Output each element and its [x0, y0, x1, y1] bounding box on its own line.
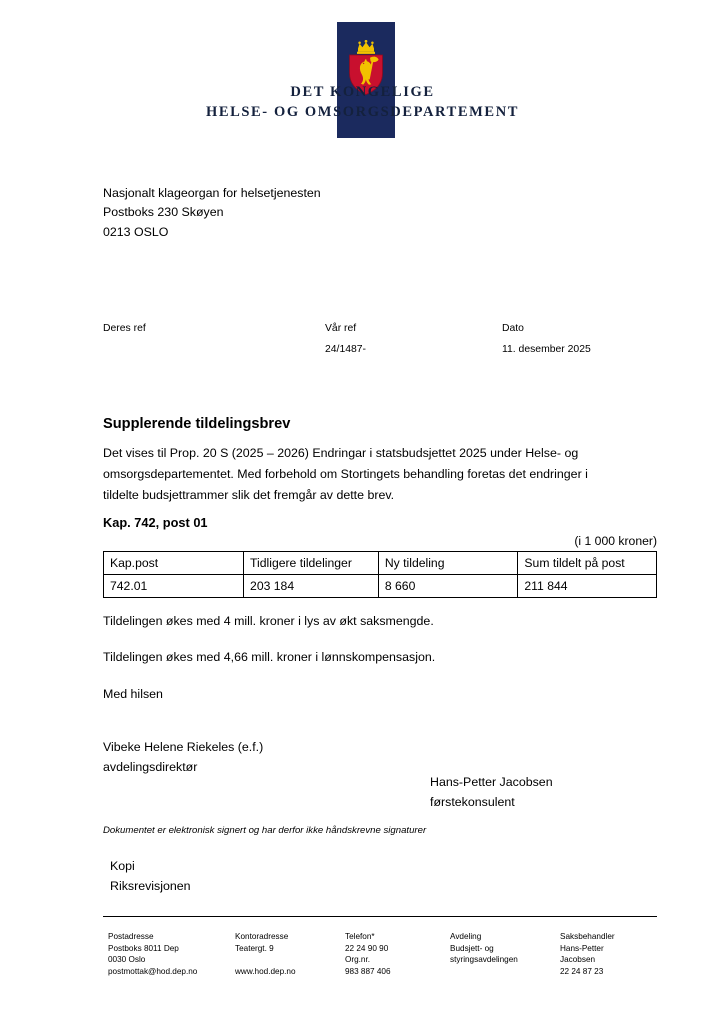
table-header-ny: Ny tildeling: [378, 552, 518, 575]
dato-label: Dato: [502, 323, 524, 334]
footer-divider: [103, 916, 657, 917]
letter-intro-paragraph: Det vises til Prop. 20 S (2025 – 2026) Endringar i statsbudsjettet 2025 under Helse- og omsorgsdepartementet. Med forbehold om Stortingets behandling foretas det endringer i tildelte budsjettrammer slik det fremgår av dette brev.: [103, 446, 588, 503]
footer-kontoradresse-web: www.hod.dep.no: [235, 966, 296, 976]
table-header-kap-post: Kap.post: [104, 552, 244, 575]
footer-avdeling-line2: styringsavdelingen: [450, 955, 518, 965]
signature-primary-name: Vibeke Helene Riekeles (e.f.): [103, 740, 264, 754]
copy-label: Kopi: [110, 859, 135, 873]
recipient-address-block: [103, 184, 321, 242]
copy-recipients-block: [110, 857, 191, 896]
signature-secondary-title: førstekonsulent: [430, 794, 515, 809]
paragraph-increase-saksmengde: Tildelingen økes med 4 mill. kroner i lys av økt saksmengde.: [103, 614, 434, 628]
paragraph-increase-lonnskomp: Tildelingen økes med 4,66 mill. kroner i lønnskompensasjon.: [103, 650, 436, 664]
letterhead-title: [0, 82, 725, 122]
footer-kontoradresse-heading: Kontoradresse: [235, 932, 289, 941]
table-unit-note: (i 1 000 kroner): [574, 534, 657, 548]
signature-secondary: [430, 773, 553, 812]
cell-sum: 211 844: [518, 575, 657, 598]
letter-title: Supplerende tildelingsbrev: [103, 416, 291, 432]
deres-ref-label: Deres ref: [103, 323, 146, 334]
footer-telefon-heading: Telefon*: [345, 932, 375, 941]
footer-kontoradresse-spacer: [235, 954, 296, 966]
footer-saksbehandler-line2: Jacobsen: [560, 955, 596, 965]
footer-telefon-number: 22 24 90 90: [345, 943, 389, 953]
recipient-organization: Nasjonalt klageorgan for helsetjenesten: [103, 186, 321, 200]
footer-postadresse-line2: 0030 Oslo: [108, 955, 146, 965]
allocation-table: [103, 551, 657, 598]
letterhead-line-2: HELSE- OG OMSORGSDEPARTEMENT: [205, 104, 520, 120]
electronic-signature-note: Dokumentet er elektronisk signert og har derfor ikke håndskrevne signaturer: [103, 825, 427, 836]
recipient-street: Postboks 230 Skøyen: [103, 205, 224, 220]
var-ref-label: Vår ref: [325, 323, 357, 334]
cell-ny: 8 660: [378, 575, 518, 598]
var-ref-column: [325, 318, 367, 355]
table-header-row: [104, 552, 657, 575]
department-letterhead: [0, 18, 725, 128]
section-heading-kap-742: Kap. 742, post 01: [103, 515, 208, 530]
footer-column-saksbehandler: [560, 931, 615, 977]
footer-saksbehandler-line1: Hans-Petter: [560, 943, 604, 953]
cell-tidligere: 203 184: [244, 575, 379, 598]
closing-greeting: Med hilsen: [103, 687, 163, 701]
footer-orgnr-value: 983 887 406: [345, 966, 391, 976]
footer-column-postadresse: [108, 931, 197, 977]
recipient-city: 0213 OSLO: [103, 224, 169, 239]
footer-saksbehandler-heading: Saksbehandler: [560, 932, 615, 941]
table-row: [104, 575, 657, 598]
dato-value: 11. desember 2025: [502, 344, 591, 355]
footer-contact-info: [0, 931, 725, 1001]
footer-column-telefon: [345, 931, 391, 977]
footer-postadresse-line1: Postboks 8011 Dep: [108, 943, 179, 953]
footer-saksbehandler-phone: 22 24 87 23: [560, 966, 604, 976]
signature-primary-title: avdelingsdirektør: [103, 759, 198, 774]
footer-column-kontoradresse: [235, 931, 296, 977]
footer-orgnr-label: Org.nr.: [345, 955, 371, 965]
cell-kap-post: 742.01: [104, 575, 244, 598]
footer-avdeling-line1: Budsjett- og: [450, 943, 494, 953]
table-header-sum: Sum tildelt på post: [518, 552, 657, 575]
footer-postadresse-heading: Postadresse: [108, 932, 154, 941]
deres-ref-column: [103, 318, 146, 339]
footer-kontoradresse-line1: Teatergt. 9: [235, 943, 274, 953]
footer-avdeling-heading: Avdeling: [450, 932, 482, 941]
footer-column-avdeling: [450, 931, 518, 966]
var-ref-value: 24/1487-: [325, 344, 367, 355]
signature-secondary-name: Hans-Petter Jacobsen: [430, 775, 553, 789]
letterhead-line-1: DET KONGELIGE: [290, 84, 435, 100]
footer-postadresse-email: postmottak@hod.dep.no: [108, 966, 198, 976]
dato-column: [502, 318, 591, 355]
table-header-tidligere: Tidligere tildelinger: [244, 552, 379, 575]
signature-primary: [103, 738, 263, 777]
copy-recipient: Riksrevisjonen: [110, 878, 191, 893]
